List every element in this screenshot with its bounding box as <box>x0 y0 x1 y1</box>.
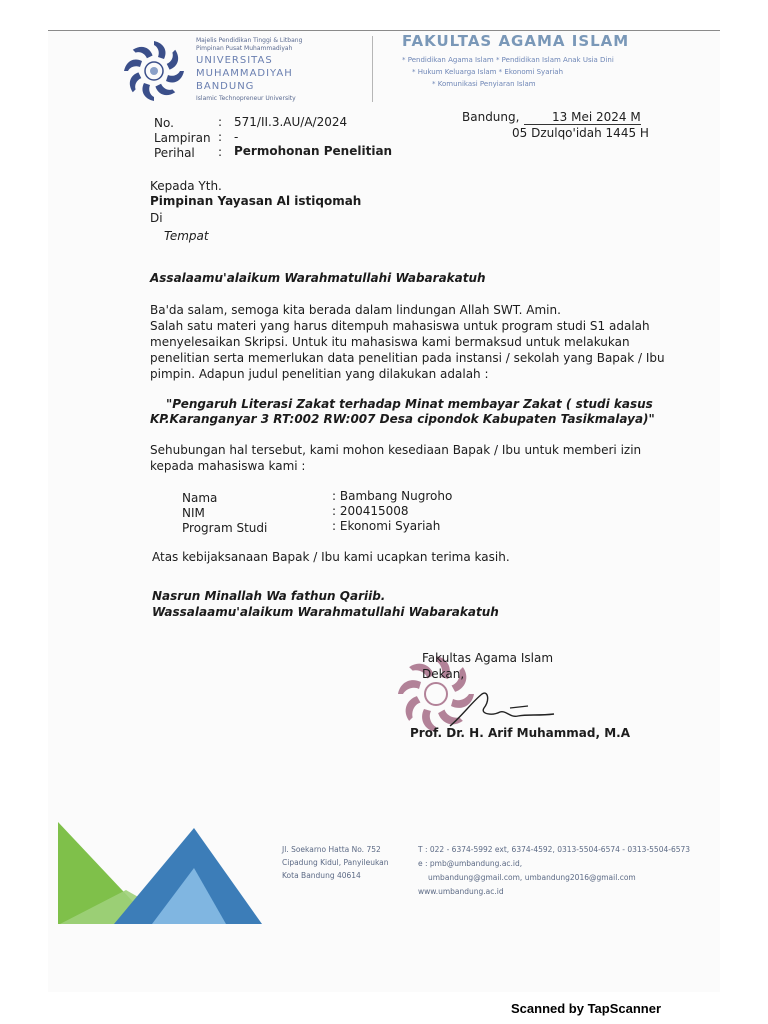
perihal-colon: : <box>218 145 223 159</box>
closing-prayer: Nasrun Minallah Wa fathun Qariib. <box>152 589 386 603</box>
para2-line-2: kepada mahasiswa kami : <box>150 459 306 473</box>
footer-website: www.umbandung.ac.id <box>418 887 504 896</box>
closing-thanks: Atas kebijaksanaan Bapak / Ibu kami ucapkan terima kasih. <box>152 550 510 564</box>
uni-name-1: UNIVERSITAS <box>196 55 273 66</box>
uni-name-2: MUHAMMADIYAH <box>196 68 293 79</box>
header-divider <box>372 36 373 102</box>
para1-line-1: Ba'da salam, semoga kita berada dalam lindungan Allah SWT. Amin. <box>150 303 561 317</box>
para1-line-3: menyelesaikan Skripsi. Untuk itu mahasiswa kami bermaksud untuk melakukan <box>150 335 630 349</box>
lampiran-value: - <box>234 130 239 144</box>
no-colon: : <box>218 115 223 129</box>
para2-line-1: Sehubungan hal tersebut, kami mohon kesediaan Bapak / Ibu untuk memberi izin <box>150 443 642 457</box>
uni-council-line: Majelis Pendidikan Tinggi & Litbang <box>196 37 303 44</box>
footer-address-2: Cipadung Kidul, Panyileukan <box>282 858 389 867</box>
footer-email-2: umbandung@gmail.com, umbandung2016@gmail.com <box>428 873 636 882</box>
perihal-value: Permohonan Penelitian <box>234 144 393 158</box>
footer-email-1: e : pmb@umbandung.ac.id, <box>418 859 523 868</box>
recipient-line-3: Di <box>150 211 163 225</box>
lampiran-label: Lampiran <box>154 131 211 145</box>
scanner-watermark: Scanned by TapScanner <box>511 1001 662 1016</box>
no-label: No. <box>154 116 174 130</box>
programs-line-3: * Komunikasi Penyiaran Islam <box>432 80 536 88</box>
signature-faculty: Fakultas Agama Islam <box>422 651 554 665</box>
para1-line-2: Salah satu materi yang harus ditempuh mahasiswa untuk program studi S1 adalah <box>150 319 650 333</box>
programs-line-2: * Hukum Keluarga Islam * Ekonomi Syariah <box>412 68 564 76</box>
opening-greeting: Assalaamu'alaikum Warahmatullahi Wabarakatuh <box>150 271 486 285</box>
para1-line-5: pimpin. Adapun judul penelitian yang dilakukan adalah : <box>150 367 489 381</box>
student-name-label: Nama <box>182 491 218 505</box>
footer-address-1: Jl. Soekarno Hatta No. 752 <box>282 845 381 854</box>
student-prodi-label: Program Studi <box>182 521 268 535</box>
signatory-name: Prof. Dr. H. Arif Muhammad, M.A <box>410 726 631 740</box>
programs-line-1: * Pendidikan Agama Islam * Pendidikan Islam Anak Usia Dini <box>402 56 614 64</box>
footer-mountain-logo-icon <box>56 820 266 926</box>
footer-phone: T : 022 - 6374-5992 ext, 6374-4592, 0313-5504-6574 - 0313-5504-6573 <box>418 845 691 854</box>
student-name-value: : Bambang Nugroho <box>332 489 453 503</box>
faculty-title: FAKULTAS AGAMA ISLAM <box>402 32 630 50</box>
letter-city: Bandung, <box>462 110 520 124</box>
no-value: 571/II.3.AU/A/2024 <box>234 115 348 129</box>
closing-greeting: Wassalaamu'alaikum Warahmatullahi Wabarakatuh <box>152 605 499 619</box>
recipient-line-4: Tempat <box>164 229 209 243</box>
university-logo-icon <box>118 38 190 104</box>
top-edge-line <box>48 30 720 31</box>
uni-board-line: Pimpinan Pusat Muhammadiyah <box>196 45 293 52</box>
recipient-name: Pimpinan Yayasan Al istiqomah <box>150 194 362 208</box>
para1-line-4: penelitian serta memerlukan data penelitian pada instansi / sekolah yang Bapak / Ibu <box>150 351 665 365</box>
perihal-label: Perihal <box>154 146 195 160</box>
uni-tagline: Islamic Technopreneur University <box>196 95 296 102</box>
recipient-line-1: Kepada Yth. <box>150 179 222 193</box>
date-masehi: 13 Mei 2024 M <box>524 110 641 125</box>
student-nim-value: : 200415008 <box>332 504 409 518</box>
research-title-line-2: KP.Karanganyar 3 RT:002 RW:007 Desa cipondok Kabupaten Tasikmalaya)" <box>150 412 655 426</box>
date-hijri: 05 Dzulqo'idah 1445 H <box>512 126 649 140</box>
student-prodi-value: : Ekonomi Syariah <box>332 519 441 533</box>
footer-address-3: Kota Bandung 40614 <box>282 871 361 880</box>
research-title-line-1: "Pengaruh Literasi Zakat terhadap Minat membayar Zakat ( studi kasus <box>166 397 653 411</box>
signature-title: Dekan, <box>422 667 465 681</box>
lampiran-colon: : <box>218 130 223 144</box>
student-nim-label: NIM <box>182 506 205 520</box>
uni-name-3: BANDUNG <box>196 81 255 92</box>
